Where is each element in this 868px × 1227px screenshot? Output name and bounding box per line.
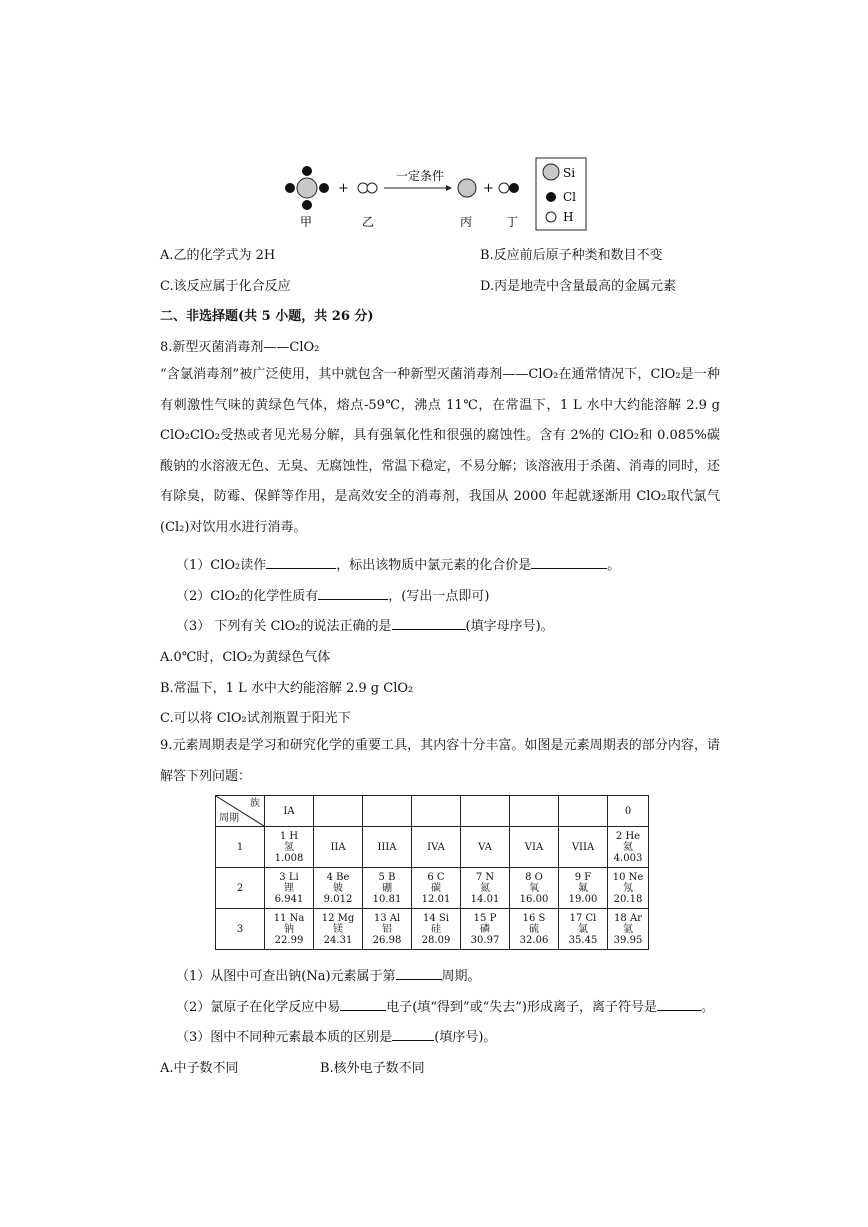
q8-sub1 <box>176 554 620 573</box>
group-header: 0 <box>608 796 649 827</box>
element-mass: 32.06 <box>519 934 549 946</box>
q9-sub2 <box>176 996 714 1015</box>
q8-option-a: A.0℃时，ClO₂为黄绿色气体 <box>160 650 331 665</box>
element-name: 钠 <box>284 923 294 935</box>
element-name: 锂 <box>284 882 294 894</box>
answer-blank[interactable] <box>392 617 466 630</box>
label-yi: 乙 <box>362 215 375 229</box>
element-number-symbol: 17 Cl <box>569 912 597 924</box>
element-name: 氦 <box>623 841 633 853</box>
plus-sign-1: + <box>338 181 349 196</box>
group-label: IIA <box>314 827 363 868</box>
element-cell <box>265 827 314 868</box>
element-name: 铍 <box>333 882 343 894</box>
element-mass: 35.45 <box>568 934 598 946</box>
option-7b: B.反应前后原子种类和数目不变 <box>480 248 663 263</box>
group-header <box>412 796 461 827</box>
corner-group-label: 族 <box>250 798 260 809</box>
element-number-symbol: 10 Ne <box>612 871 644 883</box>
element-cell <box>363 868 412 909</box>
element-mass: 4.003 <box>613 852 643 864</box>
element-number-symbol: 15 P <box>473 912 497 924</box>
element-name: 硫 <box>529 923 539 935</box>
option-7c: C.该反应属于化合反应 <box>160 279 291 294</box>
group-header <box>314 796 363 827</box>
group-header <box>559 796 608 827</box>
element-mass: 6.941 <box>274 893 304 905</box>
element-cell <box>265 868 314 909</box>
q9-intro: 9.元素周期表是学习和研究化学的重要工具，其内容十分丰富。如图是元素周期表的部分内容，请解答下列问题： <box>160 738 720 784</box>
q9-sub2-text-b: 电子(填“得到”或“失去”)形成离子，离子符号是 <box>386 1000 658 1015</box>
element-cell <box>559 909 608 950</box>
q8-passage: “含氯消毒剂”被广泛使用，其中就包含一种新型灭菌消毒剂——ClO₂在通常情况下，ClO₂是一种有刺激性气味的黄绿色气体，熔点-59℃，沸点 11℃，在常温下，1 L 水中大约能溶解 2.9 g ClO₂ClO₂受热或者见光易分解，具有强氧化性和很强的腐蚀性。含有 2%的 ClO₂和 0.085%碳酸钠的水溶液无色、无臭、无腐蚀性，常温下稳定，不易分解；该溶液用于杀菌、消毒的同时，还有除臭，防霉、保鲜等作用，是高效安全的消毒剂，我国从 2000 年起就逐渐用 ClO₂取代氯气(Cl₂)对饮用水进行消毒。 <box>160 367 720 535</box>
q9-sub3 <box>176 1026 496 1045</box>
q8-option-b: B.常温下，1 L 水中大约能溶解 2.9 g ClO₂ <box>160 681 414 696</box>
element-cell <box>412 868 461 909</box>
molecule-yi <box>358 183 377 193</box>
element-cell <box>510 909 559 950</box>
element-number-symbol: 4 Be <box>326 871 350 883</box>
legend-cl: Cl <box>563 190 577 204</box>
q9-option-a: A.中子数不同 <box>160 1061 239 1076</box>
element-cell <box>608 827 649 868</box>
q8-sub1-text-a: （1）ClO₂读作 <box>176 558 267 573</box>
element-number-symbol: 12 Mg <box>321 912 355 924</box>
element-cell <box>608 909 649 950</box>
element-number-symbol: 8 O <box>525 871 543 883</box>
element-name: 镁 <box>333 923 343 935</box>
group-label: VIIA <box>559 827 608 868</box>
element-cell <box>559 868 608 909</box>
element-cell <box>314 909 363 950</box>
element-mass: 19.00 <box>568 893 598 905</box>
element-number-symbol: 9 F <box>574 871 592 883</box>
answer-blank[interactable] <box>657 998 701 1011</box>
label-bing: 丙 <box>460 215 473 229</box>
label-jia: 甲 <box>300 215 313 229</box>
answer-blank[interactable] <box>531 556 607 569</box>
element-number-symbol: 1 H <box>279 830 299 842</box>
period-label: 1 <box>216 827 265 868</box>
element-number-symbol: 14 Si <box>423 912 449 924</box>
element-number-symbol: 13 Al <box>373 912 401 924</box>
element-number-symbol: 7 N <box>475 871 495 883</box>
element-name: 氯 <box>578 923 588 935</box>
group-header <box>363 796 412 827</box>
element-number-symbol: 2 He <box>615 830 641 842</box>
element-number-symbol: 3 Li <box>279 871 299 883</box>
q8-sub3-text-b: (填字母序号)。 <box>465 619 554 634</box>
element-mass: 14.01 <box>470 893 500 905</box>
group-header: IA <box>265 796 314 827</box>
reaction-diagram <box>280 150 600 240</box>
answer-blank[interactable] <box>266 556 336 569</box>
legend-h: H <box>563 210 574 224</box>
q9-option-b: B.核外电子数不同 <box>320 1061 425 1076</box>
element-name: 硼 <box>382 882 392 894</box>
element-name: 氢 <box>284 841 294 853</box>
element-mass: 22.99 <box>274 934 304 946</box>
element-number-symbol: 11 Na <box>273 912 305 924</box>
q8-sub2-text-b: ，(写出一点即可) <box>388 589 490 604</box>
element-cell <box>461 909 510 950</box>
element-name: 硅 <box>431 923 441 935</box>
element-name: 磷 <box>480 923 490 935</box>
q9-sub3-text-a: （3）图中不同种元素最本质的区别是 <box>176 1030 393 1045</box>
element-number-symbol: 6 C <box>427 871 445 883</box>
element-cell <box>461 868 510 909</box>
q9-sub1-text-b: 周期。 <box>441 969 481 984</box>
q8-title: 8.新型灭菌消毒剂——ClO₂ <box>160 340 320 355</box>
element-mass: 39.95 <box>613 934 643 946</box>
periodic-table <box>215 795 649 950</box>
element-number-symbol: 5 B <box>378 871 396 883</box>
reaction-condition: 一定条件 <box>396 169 445 183</box>
q8-sub3 <box>176 615 554 634</box>
label-ding: 丁 <box>506 215 519 229</box>
element-name: 氧 <box>529 882 539 894</box>
element-mass: 10.81 <box>372 893 402 905</box>
molecule-ding <box>499 183 519 193</box>
q8-sub1-text-c: 。 <box>607 558 621 573</box>
molecule-jia <box>285 166 329 210</box>
group-header <box>461 796 510 827</box>
group-label: IIIA <box>363 827 412 868</box>
molecule-bing <box>458 179 476 197</box>
element-name: 氩 <box>623 923 633 935</box>
element-number-symbol: 18 Ar <box>614 912 642 924</box>
period-label: 2 <box>216 868 265 909</box>
element-number-symbol: 16 S <box>522 912 546 924</box>
element-mass: 12.01 <box>421 893 451 905</box>
plus-sign-2: + <box>483 181 494 196</box>
q8-option-c: C.可以将 ClO₂试剂瓶置于阳光下 <box>160 711 351 726</box>
legend-box <box>536 158 586 230</box>
group-label: VA <box>461 827 510 868</box>
element-cell <box>363 909 412 950</box>
table-corner <box>216 796 265 827</box>
period-label: 3 <box>216 909 265 950</box>
group-label: VIA <box>510 827 559 868</box>
answer-blank[interactable] <box>392 1028 434 1041</box>
element-name: 氟 <box>578 882 588 894</box>
element-mass: 30.97 <box>470 934 500 946</box>
section-heading: 二、非选择题(共 5 小题，共 26 分) <box>160 309 374 324</box>
corner-period-label: 周期 <box>219 813 239 824</box>
element-name: 氮 <box>480 882 490 894</box>
group-header <box>510 796 559 827</box>
q8-sub2-text-a: （2）ClO₂的化学性质有 <box>176 589 319 604</box>
element-mass: 20.18 <box>613 893 643 905</box>
element-mass: 24.31 <box>323 934 353 946</box>
answer-blank[interactable] <box>340 998 386 1011</box>
q8-sub1-text-b: ，标出该物质中氯元素的化合价是 <box>336 558 532 573</box>
q9-sub2-text-c: 。 <box>701 1000 715 1015</box>
q9-sub1-text-a: （1）从图中可查出钠(Na)元素属于第 <box>176 969 396 984</box>
option-7d: D.丙是地壳中含量最高的金属元素 <box>480 279 677 294</box>
element-mass: 16.00 <box>519 893 549 905</box>
element-cell <box>608 868 649 909</box>
element-mass: 28.09 <box>421 934 451 946</box>
q9-sub1 <box>176 965 481 984</box>
answer-blank[interactable] <box>396 967 442 980</box>
element-cell <box>314 868 363 909</box>
element-mass: 1.008 <box>274 852 304 864</box>
q8-sub3-text-a: （3） 下列有关 ClO₂的说法正确的是 <box>176 619 392 634</box>
element-cell <box>265 909 314 950</box>
element-cell <box>412 909 461 950</box>
element-name: 碳 <box>431 882 441 894</box>
element-cell <box>510 868 559 909</box>
element-name: 铝 <box>382 923 392 935</box>
q9-sub3-text-b: (填序号)。 <box>434 1030 497 1045</box>
q9-sub2-text-a: （2）氯原子在化学反应中易 <box>176 1000 341 1015</box>
q8-sub2 <box>176 585 489 604</box>
element-name: 氖 <box>623 882 633 894</box>
option-7a: A.乙的化学式为 2H <box>160 248 276 263</box>
legend-si: Si <box>563 166 576 180</box>
group-label: IVA <box>412 827 461 868</box>
element-mass: 9.012 <box>323 893 353 905</box>
answer-blank[interactable] <box>318 587 388 600</box>
element-mass: 26.98 <box>372 934 402 946</box>
